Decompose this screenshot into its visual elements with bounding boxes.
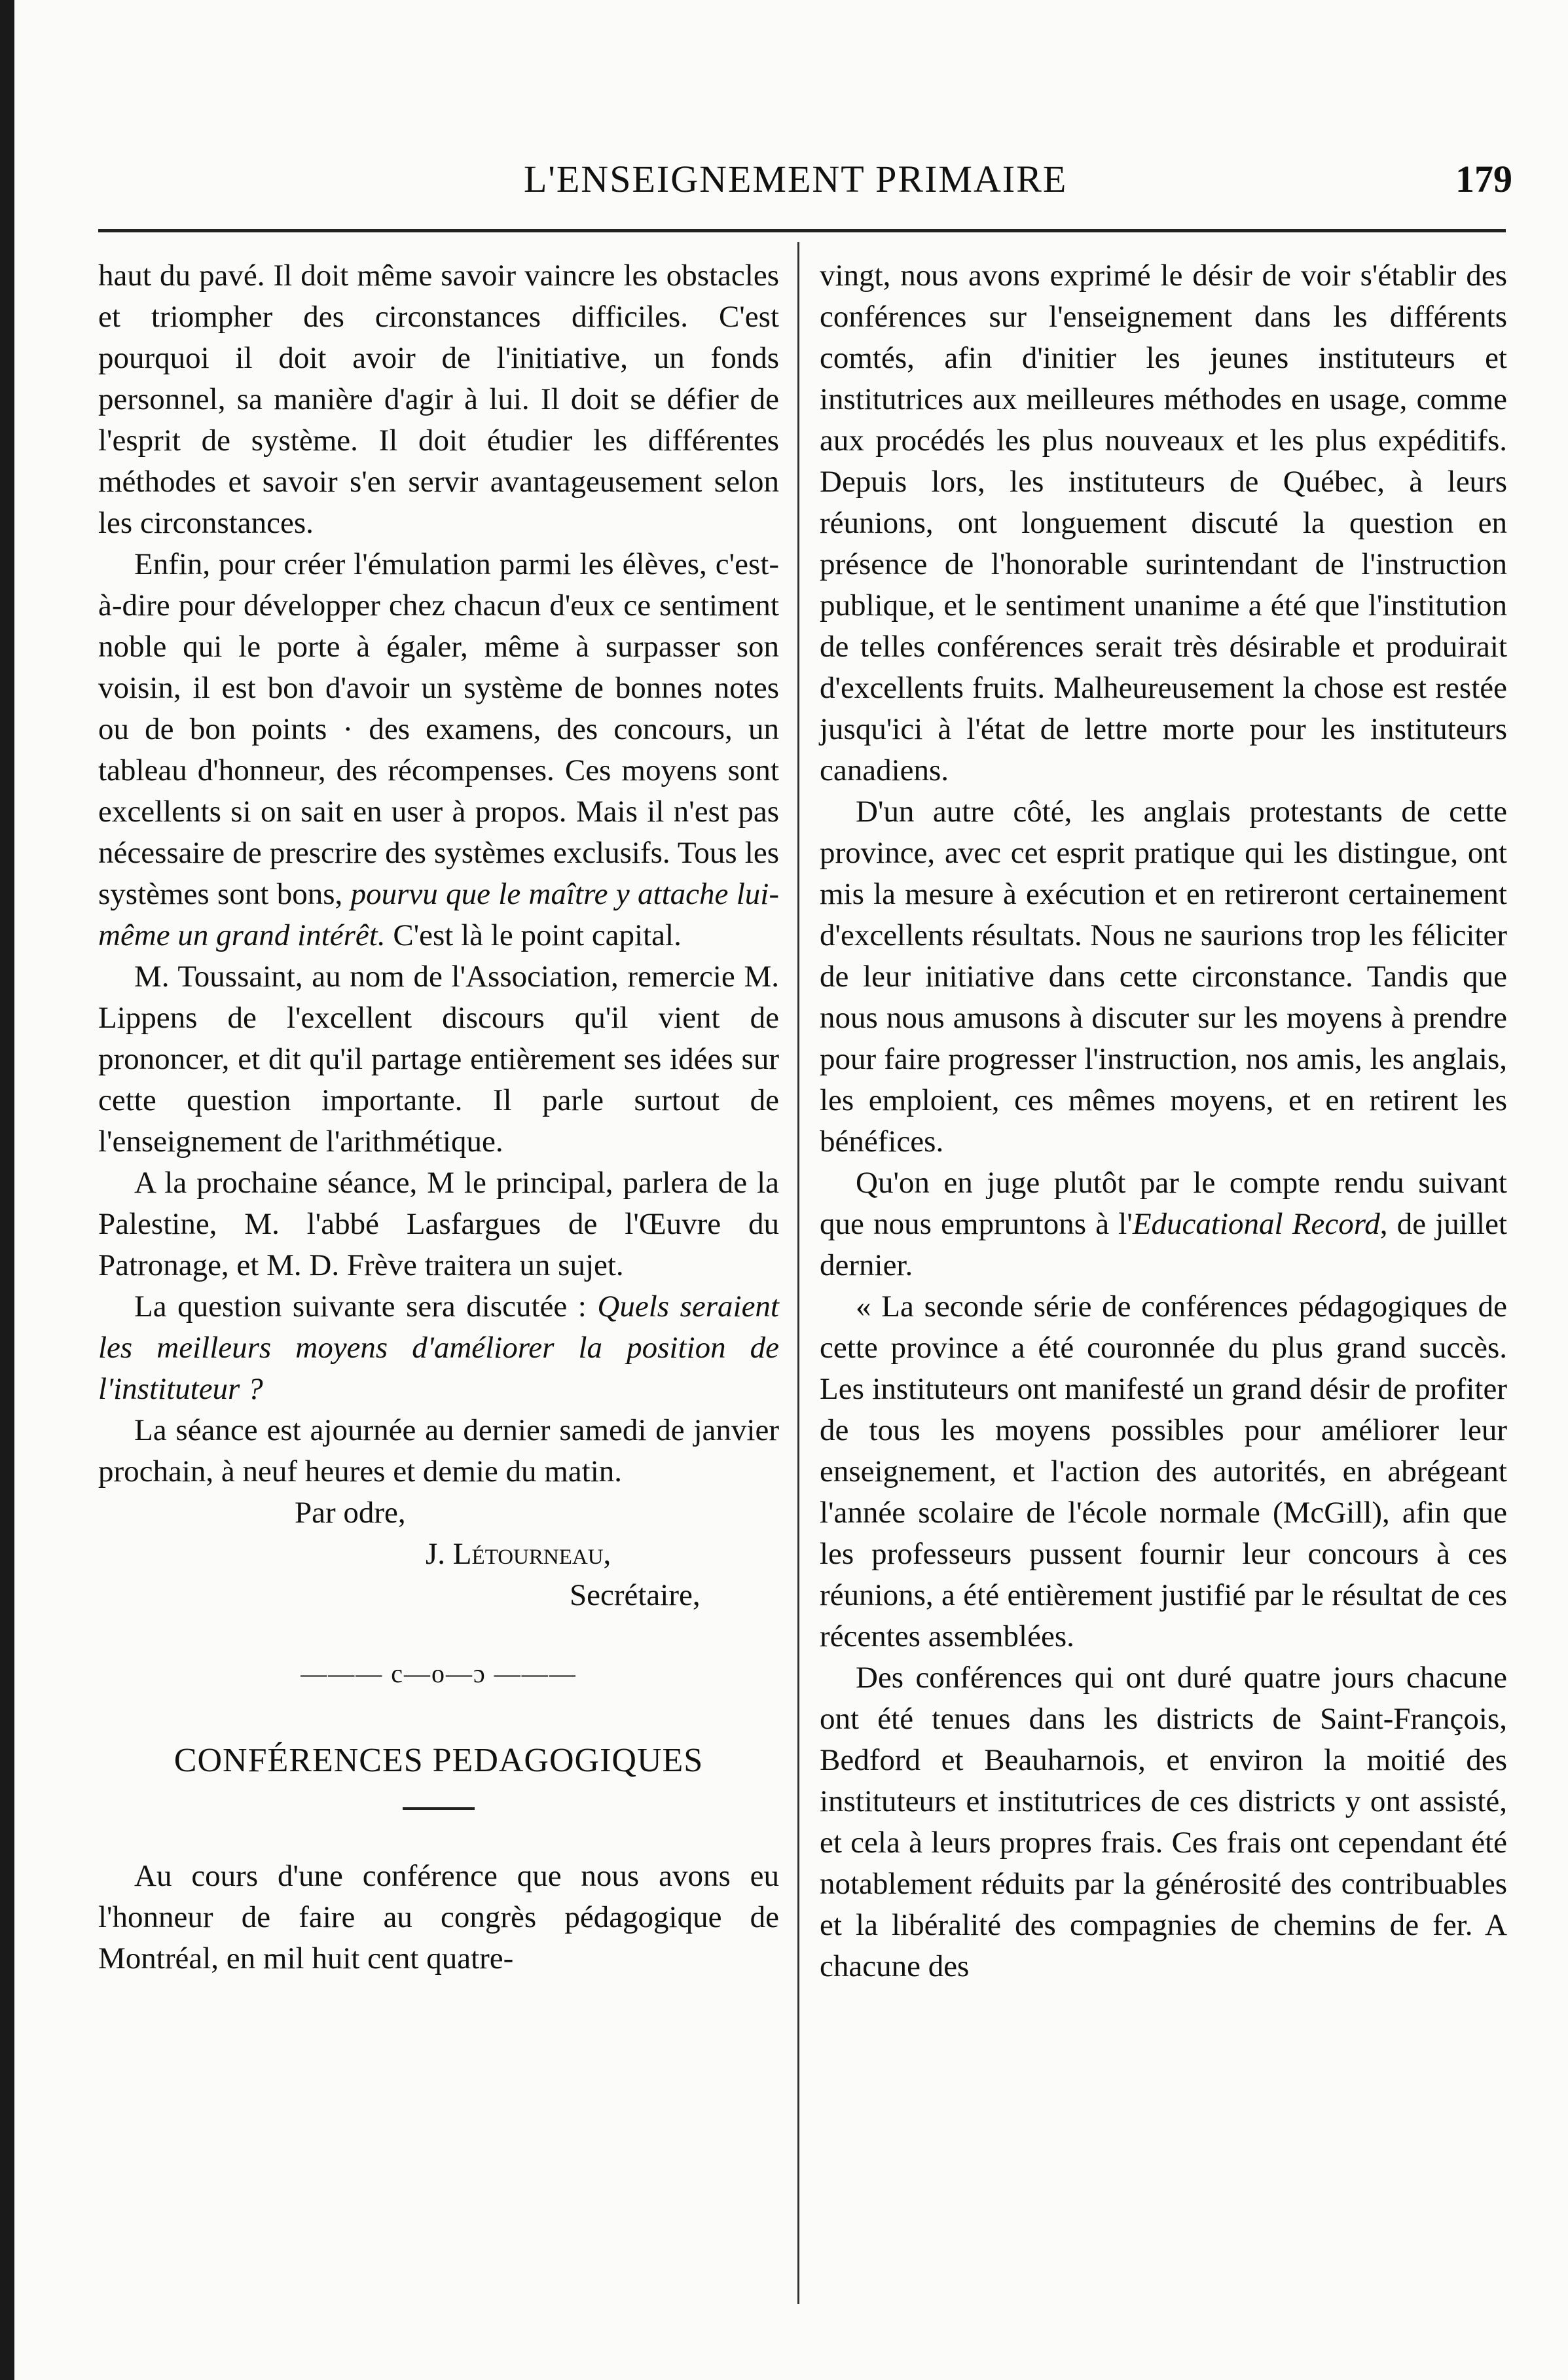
column-divider [797, 242, 799, 2304]
paragraph: Au cours d'une conférence que nous avons eu l'honneur de faire au congrès pédagogique de Montréal, en mil huit cent quatre- [98, 1859, 779, 1975]
signature-line: Par odre, [295, 1496, 406, 1530]
right-column [820, 255, 1507, 1987]
title-rule [403, 1807, 475, 1810]
italic-text: pourvu que le maître y attache lui-même un grand intérêt. [98, 877, 779, 952]
text: C'est là le point capital. [385, 918, 682, 952]
text: La question suivante sera discutée : [134, 1289, 598, 1324]
paragraph: M. Toussaint, au nom de l'Association, remercie M. Lippens de l'excellent discours qu'il vient de prononcer, et dit qu'il partage entièrement ses idées sur cette question importante. Il parle surtout de l'enseignement de l'arithmétique. [98, 960, 779, 1159]
paragraph: La séance est ajournée au dernier samedi de janvier prochain, à neuf heures et demie du matin. [98, 1413, 779, 1488]
paragraph: D'un autre côté, les anglais protestants de cette province, avec cet esprit pratique qui les distingue, ont mis la mesure à exécution et en retireront certainement d'excellents résultats. Nous ne saurions trop les féliciter de leur initiative dans cette circonstance. Tandis que nous nous amusons à discuter sur les moyens à prendre pour faire progresser l'instruction, nos amis, les anglais, les emploient, ces mêmes moyens, et en retirent les bénéfices. [820, 795, 1507, 1159]
signature-block [98, 1492, 779, 1617]
paragraph-quote: « La seconde série de conférences pédagogiques de cette province a été couronnée du plus grand succès. Les instituteurs ont manifesté un grand désir de profiter de tous les moyens possibles pour améliorer leur enseignement, et l'action des autorités, en abrégeant l'année scolaire de l'école normale (McGill), afin que les professeurs pussent fournir leur concours à ces réunions, a été entièrement justifié par le résultat de ces récentes assemblées. [820, 1289, 1507, 1653]
signature-role: Secrétaire, [570, 1578, 701, 1612]
paragraph: A la prochaine séance, M le principal, parlera de la Palestine, M. l'abbé Lasfargues de l'Œuvre du Patronage, et M. D. Frève traitera un sujet. [98, 1166, 779, 1282]
running-title: L'ENSEIGNEMENT PRIMAIRE [524, 158, 1068, 200]
page-number: 179 [1455, 158, 1512, 200]
paragraph: Des conférences qui ont duré quatre jours chacune ont été tenues dans les districts de Saint-François, Bedford et Beauharnois, et environ la moitié des instituteurs et institutrices de ces districts y ont assisté, et cela à leurs propres frais. Ces frais ont cependant été notablement réduits par la générosité des contribuables et la libéralité des compagnies de chemins de fer. A chacune des [820, 1661, 1507, 1983]
left-column [98, 255, 779, 1979]
paragraph: haut du pavé. Il doit même savoir vaincre les obstacles et triompher des circonstances difficiles. C'est pourquoi il doit avoir de l'initiative, un fonds personnel, sa manière d'agir à lui. Il doit se défier de l'esprit de système. Il doit étudier les différentes méthodes et savoir s'en servir avantageusement selon les circonstances. [98, 259, 779, 540]
signature-name: J. Létourneau, [426, 1537, 611, 1571]
italic-text: Quels seraient les meilleurs moyens d'améliorer la position de l'instituteur ? [98, 1289, 779, 1406]
paragraph-citation [820, 1163, 1507, 1286]
section-ornament: ——— c—o—ɔ ——— [301, 1659, 577, 1688]
paragraph-question [98, 1286, 779, 1410]
text: , de juillet dernier. [820, 1207, 1507, 1282]
text: Qu'on en juge plutôt par le compte rendu suivant que nous empruntons à l' [820, 1166, 1507, 1241]
section-title: CONFÉRENCES PEDAGOGIQUES [173, 1742, 704, 1779]
paragraph-emulation [98, 544, 779, 956]
italic-text: Educational Record [1132, 1207, 1380, 1241]
header-rule [98, 229, 1506, 232]
text: Enfin, pour créer l'émulation parmi les élèves, c'est-à-dire pour développer chez chacun d'eux ce sentiment noble qui le porte à égaler, même à surpasser son voisin, il est bon d'avoir un système de bonnes notes ou de bon points · des examens, des concours, un tableau d'honneur, des récompenses. Ces moyens sont excellents si on sait en user à propos. Mais il n'est pas nécessaire de prescrire des systèmes exclusifs. Tous les systèmes sont bons, [98, 547, 779, 911]
page-header [105, 157, 1512, 209]
paragraph: vingt, nous avons exprimé le désir de voir s'établir des conférences sur l'enseignement dans les différents comtés, afin d'initier les jeunes instituteurs et institutrices aux meilleures méthodes en usage, comme aux procédés les plus nouveaux et les plus expéditifs. Depuis lors, les instituteurs de Québec, à leurs réunions, ont longuement discuté la question en présence de l'honorable surintendant de l'instruction publique, et le sentiment unanime a été que l'institution de telles conférences serait très désirable et produirait d'excellents fruits. Malheureusement la chose est restée jusqu'ici à l'état de lettre morte pour les instituteurs canadiens. [820, 259, 1507, 787]
scan-edge-shadow [0, 0, 14, 2380]
